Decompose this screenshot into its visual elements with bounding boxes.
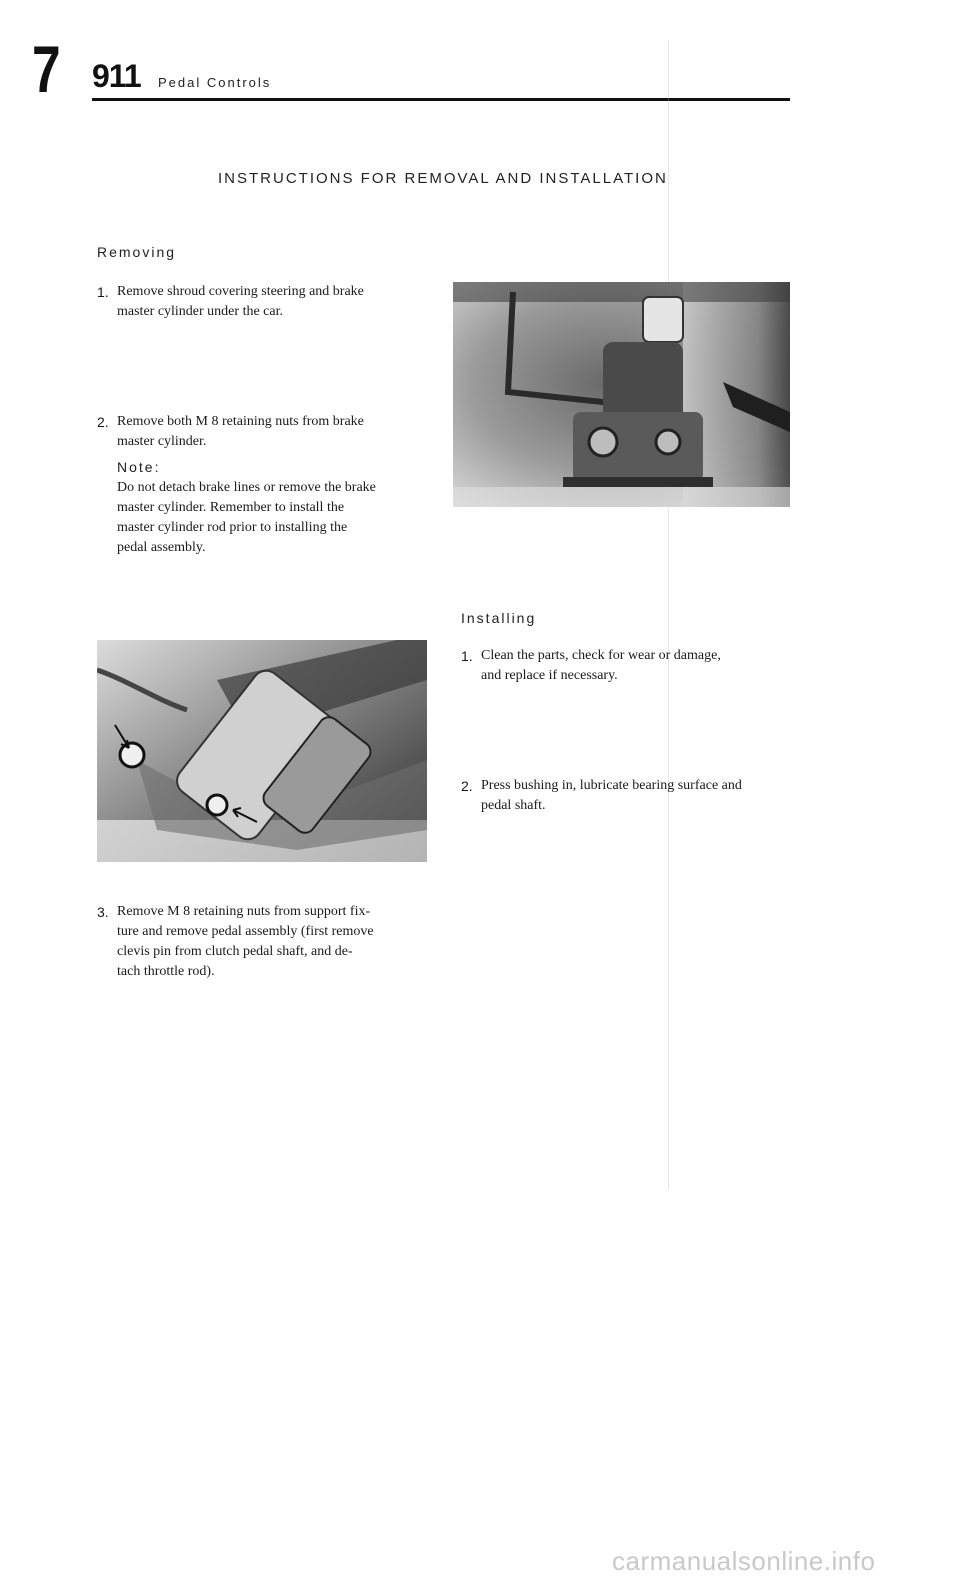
section-number: 7 <box>32 32 61 106</box>
step-number: 2. <box>461 778 473 794</box>
step-line: master cylinder under the car. <box>117 304 283 319</box>
page-heading: INSTRUCTIONS FOR REMOVAL AND INSTALLATION <box>218 170 668 187</box>
removing-heading: Removing <box>97 244 177 260</box>
step-line: and replace if necessary. <box>481 668 618 683</box>
step-line: pedal shaft. <box>481 798 546 813</box>
step-line: Remove shroud covering steering and brake <box>117 284 364 299</box>
watermark: carmanualsonline.info <box>612 1546 876 1576</box>
installing-step-2 <box>461 776 806 816</box>
pedal-assembly-photo <box>453 282 790 507</box>
note-label: Note: <box>117 459 161 475</box>
note-line: master cylinder rod prior to installing the <box>117 520 348 535</box>
note-text <box>117 478 437 558</box>
step-line: Remove both M 8 retaining nuts from brake <box>117 414 364 429</box>
step-line: master cylinder. <box>117 434 207 449</box>
step-number: 2. <box>97 414 109 430</box>
note-line: pedal assembly. <box>117 540 206 555</box>
note-line: Do not detach brake lines or remove the brake <box>117 480 376 495</box>
scan-artifact-line <box>668 40 669 1190</box>
removing-step-2 <box>97 412 427 452</box>
step-line: Press bushing in, lubricate bearing surface and <box>481 778 742 793</box>
header-rule <box>92 98 790 101</box>
master-cylinder-photo <box>97 640 427 862</box>
section-title: Pedal Controls <box>158 75 272 90</box>
step-number: 1. <box>97 284 109 300</box>
step-line: tach throttle rod). <box>117 964 215 979</box>
installing-step-1 <box>461 646 801 686</box>
removing-step-3 <box>97 902 427 982</box>
installing-heading: Installing <box>461 610 537 626</box>
step-line: Remove M 8 retaining nuts from support fix- <box>117 904 371 919</box>
step-line: ture and remove pedal assembly (first remove <box>117 924 374 939</box>
step-line: Clean the parts, check for wear or damage, <box>481 648 721 663</box>
removing-step-1 <box>97 282 427 322</box>
note-line: master cylinder. Remember to install the <box>117 500 345 515</box>
step-line: clevis pin from clutch pedal shaft, and de- <box>117 944 353 959</box>
model-label: 911 <box>92 58 141 94</box>
step-number: 1. <box>461 648 473 664</box>
step-number: 3. <box>97 904 109 920</box>
